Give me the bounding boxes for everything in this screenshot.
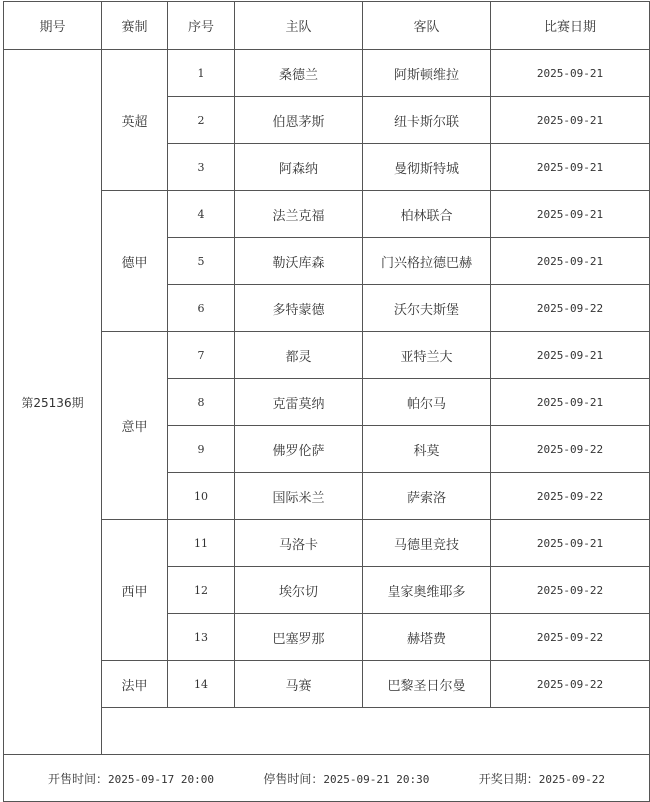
match-date: 2025-09-21 <box>491 332 650 379</box>
draw-date-value: 2025-09-22 <box>538 772 605 786</box>
header-league: 赛制 <box>102 2 168 50</box>
league-cell: 意甲 <box>102 332 168 520</box>
home-team: 伯恩茅斯 <box>235 97 363 144</box>
away-team: 萨索洛 <box>363 473 491 520</box>
sale-stop-value: 2025-09-21 20:30 <box>323 772 430 786</box>
home-team: 桑德兰 <box>235 50 363 97</box>
league-cell: 法甲 <box>102 661 168 708</box>
away-team: 皇家奥维耶多 <box>363 567 491 614</box>
away-team: 沃尔夫斯堡 <box>363 285 491 332</box>
match-date: 2025-09-22 <box>491 661 650 708</box>
match-date: 2025-09-22 <box>491 614 650 661</box>
match-number: 9 <box>168 426 235 473</box>
match-date: 2025-09-22 <box>491 567 650 614</box>
sale-stop <box>263 770 429 787</box>
match-number: 5 <box>168 238 235 285</box>
home-team: 马洛卡 <box>235 520 363 567</box>
match-number: 4 <box>168 191 235 238</box>
footer-row <box>4 755 650 802</box>
match-number: 2 <box>168 97 235 144</box>
match-number: 3 <box>168 144 235 191</box>
away-team: 柏林联合 <box>363 191 491 238</box>
match-date: 2025-09-21 <box>491 191 650 238</box>
home-team: 法兰克福 <box>235 191 363 238</box>
match-number: 14 <box>168 661 235 708</box>
home-team: 阿森纳 <box>235 144 363 191</box>
blank-cell <box>102 708 650 755</box>
away-team: 马德里竞技 <box>363 520 491 567</box>
home-team: 马赛 <box>235 661 363 708</box>
draw-date-label: 开奖日期： <box>478 771 539 786</box>
home-team: 国际米兰 <box>235 473 363 520</box>
home-team: 都灵 <box>235 332 363 379</box>
footer-cell <box>4 755 650 802</box>
home-team: 埃尔切 <box>235 567 363 614</box>
home-team: 佛罗伦萨 <box>235 426 363 473</box>
header-home-team: 主队 <box>235 2 363 50</box>
away-team: 帕尔马 <box>363 379 491 426</box>
match-date: 2025-09-22 <box>491 473 650 520</box>
away-team: 门兴格拉德巴赫 <box>363 238 491 285</box>
away-team: 科莫 <box>363 426 491 473</box>
league-cell: 德甲 <box>102 191 168 332</box>
match-date: 2025-09-21 <box>491 238 650 285</box>
header-away-team: 客队 <box>363 2 491 50</box>
sale-info <box>4 770 649 787</box>
table-row <box>4 50 650 97</box>
away-team: 阿斯顿维拉 <box>363 50 491 97</box>
home-team: 克雷莫纳 <box>235 379 363 426</box>
issue-cell: 第25136期 <box>4 50 102 755</box>
sale-start-value: 2025-09-17 20:00 <box>108 772 214 786</box>
header-number: 序号 <box>168 2 235 50</box>
match-number: 12 <box>168 567 235 614</box>
home-team: 勒沃库森 <box>235 238 363 285</box>
match-number: 7 <box>168 332 235 379</box>
match-date: 2025-09-22 <box>491 285 650 332</box>
match-date: 2025-09-21 <box>491 144 650 191</box>
match-number: 13 <box>168 614 235 661</box>
league-cell: 英超 <box>102 50 168 191</box>
header-match-date: 比赛日期 <box>491 2 650 50</box>
league-cell: 西甲 <box>102 520 168 661</box>
match-number: 6 <box>168 285 235 332</box>
away-team: 纽卡斯尔联 <box>363 97 491 144</box>
match-number: 10 <box>168 473 235 520</box>
away-team: 亚特兰大 <box>363 332 491 379</box>
sale-start <box>48 770 214 787</box>
header-row <box>4 2 650 50</box>
match-body <box>4 50 650 802</box>
match-number: 11 <box>168 520 235 567</box>
match-date: 2025-09-22 <box>491 426 650 473</box>
match-number: 1 <box>168 50 235 97</box>
header-issue: 期号 <box>4 2 102 50</box>
home-team: 多特蒙德 <box>235 285 363 332</box>
sale-stop-label: 停售时间： <box>263 771 324 786</box>
match-date: 2025-09-21 <box>491 379 650 426</box>
draw-date <box>479 770 605 787</box>
away-team: 赫塔费 <box>363 614 491 661</box>
match-date: 2025-09-21 <box>491 97 650 144</box>
match-date: 2025-09-21 <box>491 50 650 97</box>
match-schedule-table <box>3 1 650 802</box>
match-date: 2025-09-21 <box>491 520 650 567</box>
away-team: 曼彻斯特城 <box>363 144 491 191</box>
sale-start-label: 开售时间： <box>48 771 109 786</box>
away-team: 巴黎圣日尔曼 <box>363 661 491 708</box>
match-number: 8 <box>168 379 235 426</box>
home-team: 巴塞罗那 <box>235 614 363 661</box>
